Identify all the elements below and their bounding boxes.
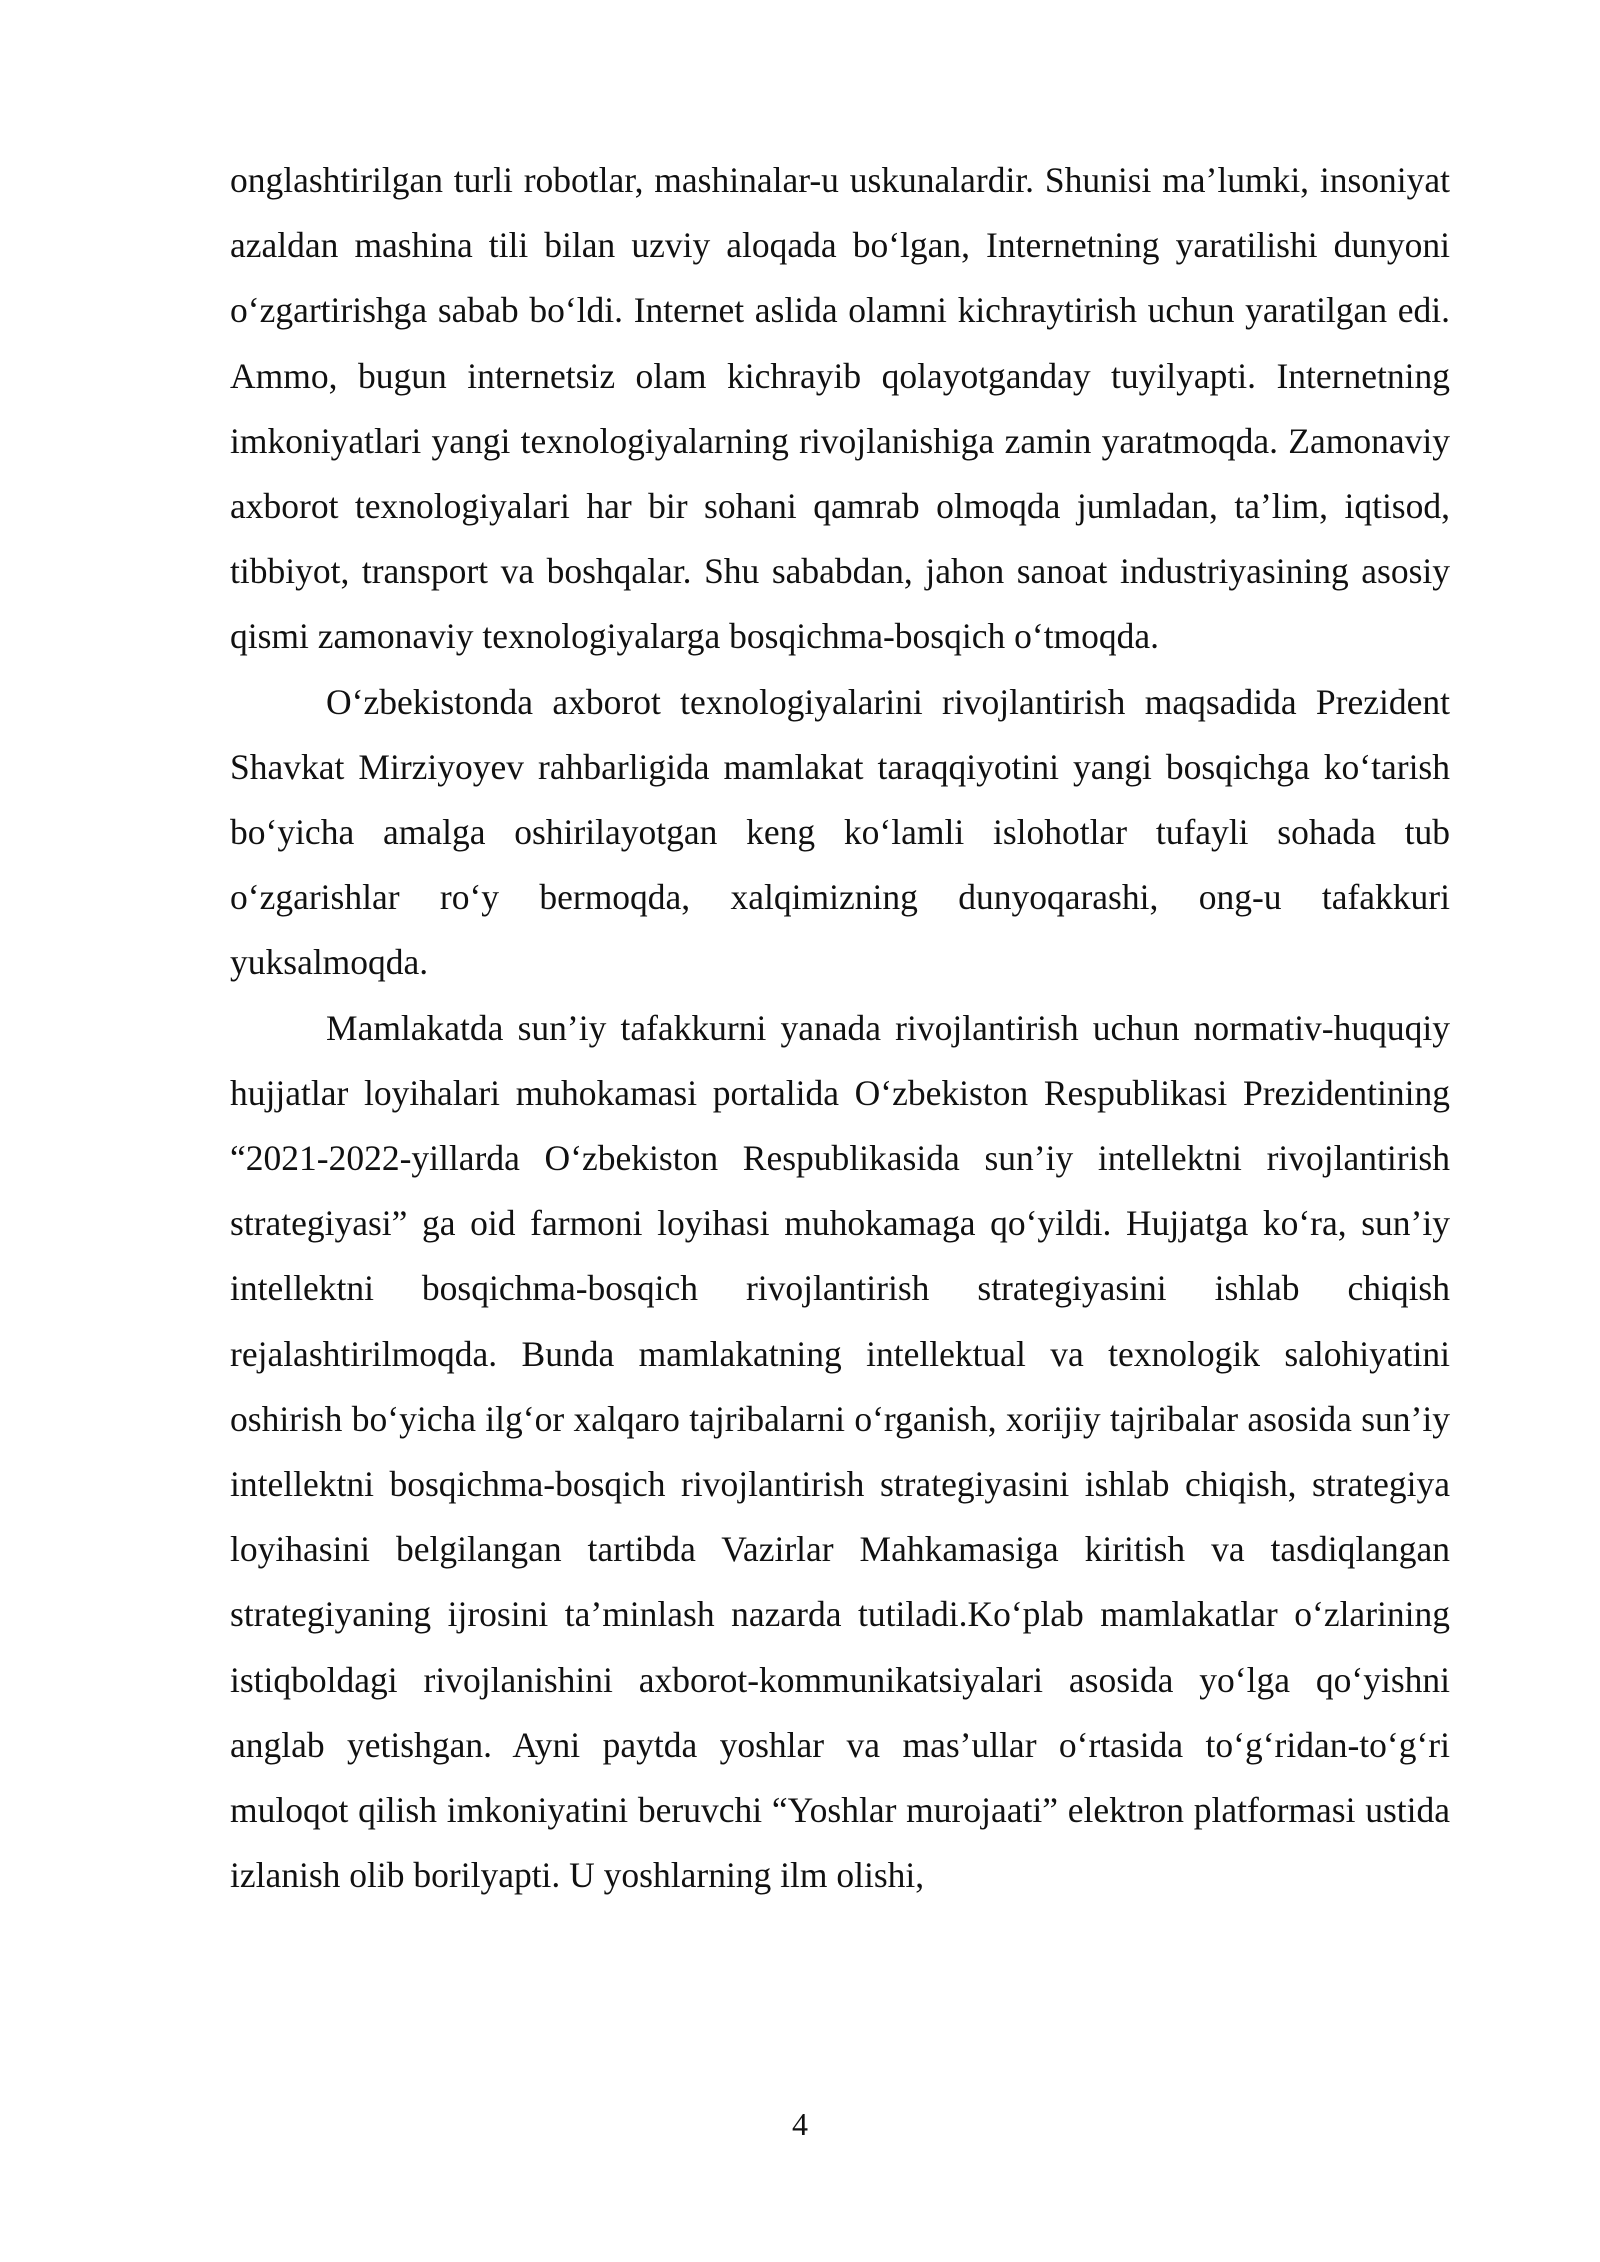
- paragraph-continuation: onglashtirilgan turli robotlar, mashinalar-u uskunalardir. Shunisi ma’lumki, insoniyat azaldan mashina tili bilan uzviy aloqada boʻlgan, Internetning yaratilishi dunyoni oʻzgartirishga sabab boʻldi. Internet aslida olamni kichraytirish uchun yaratilgan edi. Ammo, bugun internetsiz olam kichrayib qolayotganday tuyilyapti. Internetning imkoniyatlari yangi texnologiyalarning rivojlanishiga zamin yaratmoqda. Zamonaviy axborot texnologiyalari har bir sohani qamrab olmoqda jumladan, ta’lim, iqtisod, tibbiyot, transport va boshqalar. Shu sababdan, jahon sanoat industriyasining asosiy qismi zamonaviy texnologiyalarga bosqichma-bosqich oʻtmoqda.: [230, 160, 1450, 657]
- document-body: [230, 148, 1450, 1908]
- paragraph-uzbekistan-it: Oʻzbekistonda axborot texnologiyalarini rivojlantirish maqsadida Prezident Shavkat Mirziyoyev rahbarligida mamlakat taraqqiyotini yangi bosqichga koʻtarish boʻyicha amalga oshirilayotgan keng koʻlamli islohotlar tufayli sohada tub oʻzgarishlar roʻy bermoqda, xalqimizning dunyoqarashi, ong-u tafakkuri yuksalmoqda.: [230, 681, 1450, 983]
- paragraph-ai-strategy: Mamlakatda sun’iy tafakkurni yanada rivojlantirish uchun normativ-huquqiy hujjatlar loyihalari muhokamasi portalida Oʻzbekiston Respublikasi Prezidentining “2021-2022-yillarda Oʻzbekiston Respublikasida sun’iy intellektni rivojlantirish strategiyasi” ga oid farmoni loyihasi muhokamaga qoʻyildi. Hujjatga koʻra, sun’iy intellektni bosqichma-bosqich rivojlantirish strategiyasini ishlab chiqish rejalashtirilmoqda. Bunda mamlakatning intellektual va texnologik salohiyatini oshirish boʻyicha ilgʻor xalqaro tajribalarni oʻrganish, xorijiy tajribalar asosida sun’iy intellektni bosqichma-bosqich rivojlantirish strategiyasini ishlab chiqish, strategiya loyihasini belgilangan tartibda Vazirlar Mahkamasiga kiritish va tasdiqlangan strategiyaning ijrosini ta’minlash nazarda tutiladi.Koʻplab mamlakatlar oʻzlarining istiqboldagi rivojlanishini axborot-kommunikatsiyalari asosida yoʻlga qoʻyishni anglab yetishgan. Ayni paytda yoshlar va mas’ullar oʻrtasida toʻgʻridan-toʻgʻri muloqot qilish imkoniyatini beruvchi “Yoshlar murojaati” elektron platformasi ustida izlanish olib borilyapti. U yoshlarning ilm olishi,: [230, 1007, 1450, 1896]
- page-number: 4: [792, 2106, 808, 2142]
